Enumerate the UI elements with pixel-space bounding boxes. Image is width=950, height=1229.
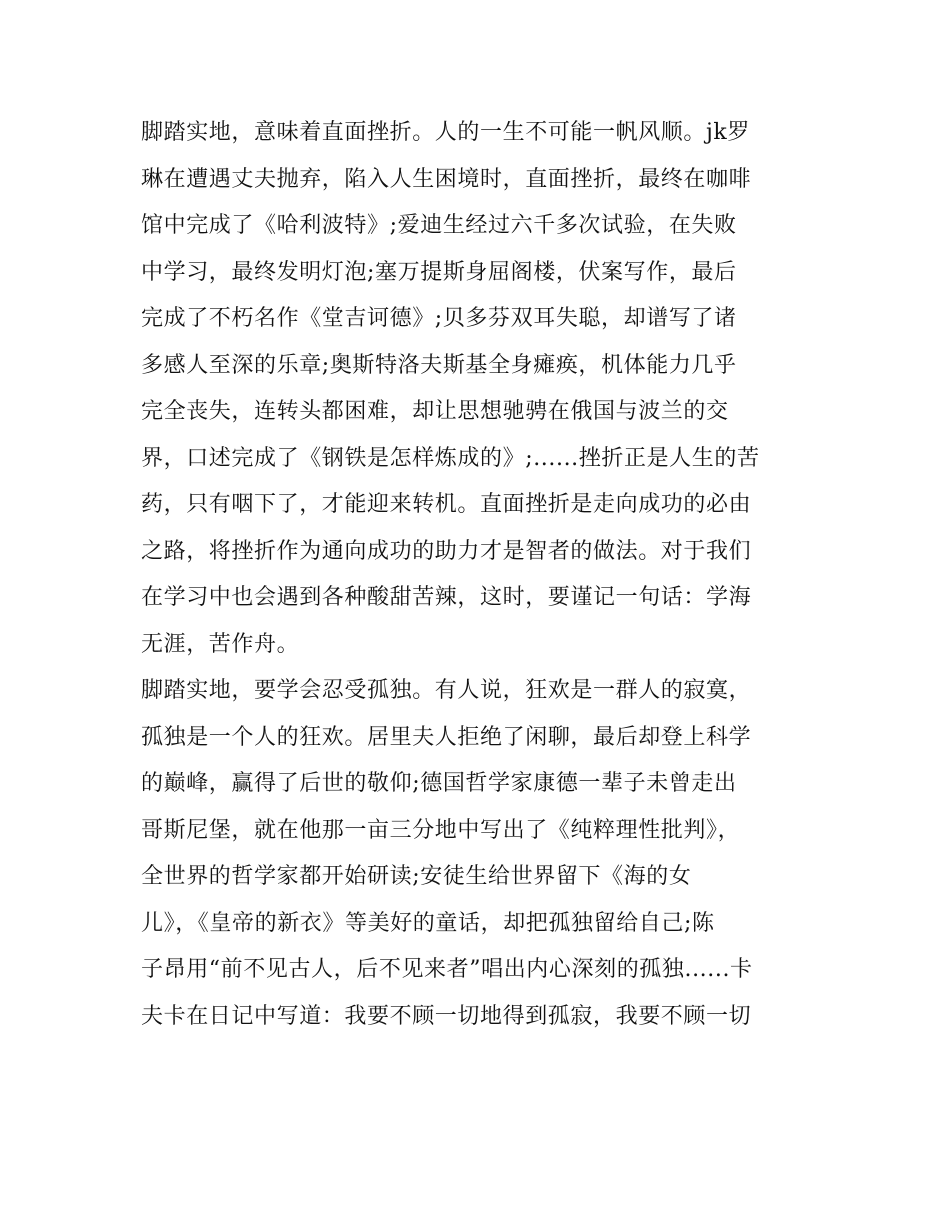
- text-line: 脚踏实地，要学会忍受孤独。有人说，狂欢是一群人的寂寞，: [141, 678, 752, 703]
- text-line: 界，口述完成了《钢铁是怎样炼成的》;......挫折正是人生的苦: [141, 445, 760, 471]
- text-line: 脚踏实地，意味着直面挫折。人的一生不可能一帆风顺。jk罗: [141, 120, 750, 145]
- text-line: 完成了不朽名作《堂吉诃德》;贝多芬双耳失聪，却谱写了诸: [141, 306, 737, 331]
- text-line: 药，只有咽下了，才能迎来转机。直面挫折是走向成功的必由: [141, 492, 752, 517]
- text-line: 哥斯尼堡，就在他那一亩三分地中写出了《纯粹理性批判》，: [141, 817, 741, 843]
- text-line: 全世界的哲学家都开始研读;安徒生给世界留下《海的女: [141, 864, 692, 889]
- text-line: 中学习，最终发明灯泡;塞万提斯身屈阁楼，伏案写作，最后: [141, 259, 737, 285]
- text-line: 夫卡在日记中写道：我要不顾一切地得到孤寂，我要不顾一切: [141, 1003, 752, 1029]
- text-line: 儿》，《皇帝的新衣》等美好的童话，却把孤独留给自己;陈: [141, 910, 715, 936]
- text-line: 完全丧失，连转头都困难，却让思想驰骋在俄国与波兰的交: [141, 399, 729, 424]
- text-line: 多感人至深的乐章;奥斯特洛夫斯基全身瘫痪，机体能力几乎: [141, 352, 737, 378]
- text-line: 无涯，苦作舟。: [141, 631, 300, 657]
- text-line: 琳在遭遇丈夫抛弃，陷入人生困境时，直面挫折，最终在咖啡: [141, 166, 752, 192]
- text-line: 子昂用“前不见古人，后不见来者”唱出内心深刻的孤独......卡: [141, 957, 753, 982]
- text-line: 在学习中也会遇到各种酸甜苦辣，这时，要谨记一句话：学海: [141, 585, 752, 610]
- text-line: 的巅峰，赢得了后世的敬仰;德国哲学家康德一辈子未曾走出: [141, 771, 737, 796]
- text-line: 孤独是一个人的狂欢。居里夫人拒绝了闲聊，最后却登上科学: [141, 724, 752, 750]
- text-line: 馆中完成了《哈利波特》;爱迪生经过六千多次试验，在失败: [141, 213, 737, 238]
- text-line: 之路，将挫折作为通向成功的助力才是智者的做法。对于我们: [141, 538, 752, 564]
- body-text: [141, 110, 821, 1040]
